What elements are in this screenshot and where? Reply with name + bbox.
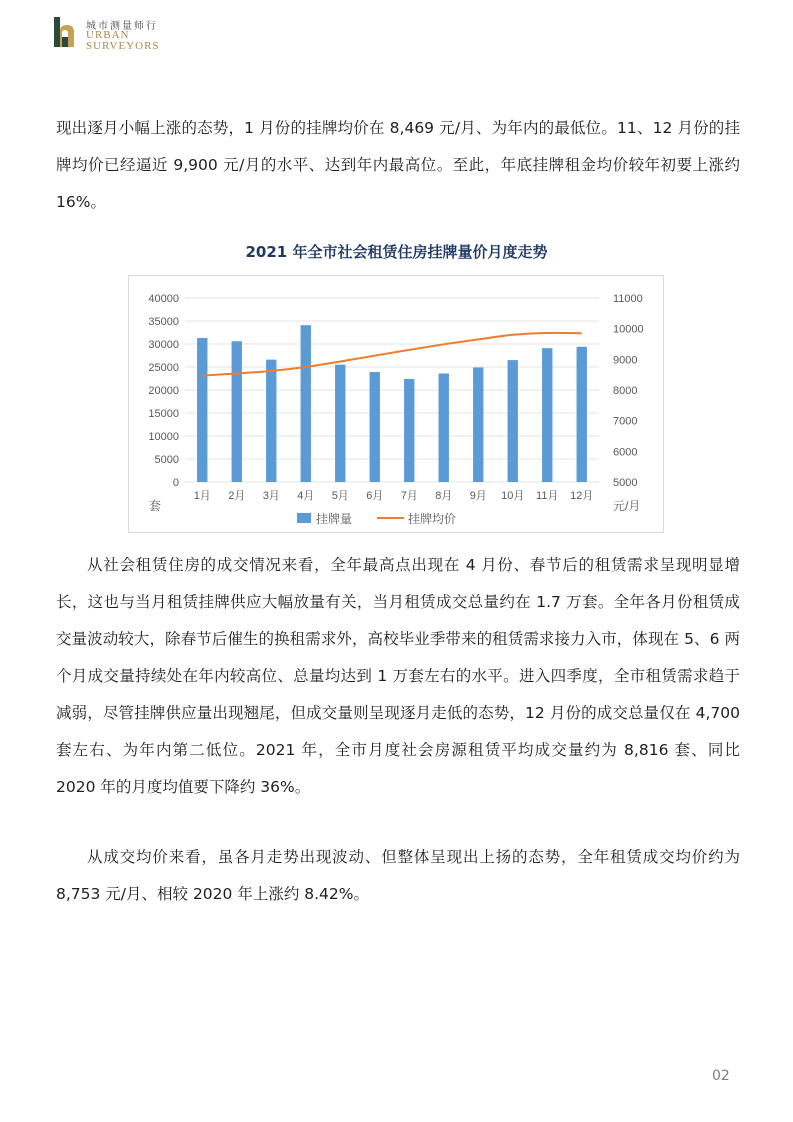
bar-listing-volume <box>577 347 587 482</box>
logo-english-line2: SURVEYORS <box>86 40 160 52</box>
legend-label-listing-price: 挂牌均价 <box>408 512 457 526</box>
logo-chinese-name: 城市测量师行 <box>86 21 158 32</box>
x-tick-label: 2月 <box>228 490 246 502</box>
chart-title: 2021 年全市社会租赁住房挂牌量价月度走势 <box>245 243 548 261</box>
logo-english-line1: URBAN <box>86 29 130 41</box>
y-tick-label: 20000 <box>148 385 179 397</box>
y-tick-label: 10000 <box>148 431 179 443</box>
bar-listing-volume <box>266 360 276 482</box>
y-tick-label: 25000 <box>148 362 179 374</box>
y-tick-label: 0 <box>172 477 179 489</box>
paragraph-transaction-price: 从成交均价来看，虽各月走势出现波动、但整体呈现出上扬的态势，全年租赁成交均价约为 8,753 元/月、相较 2020 年上涨约 8.42%。 <box>56 848 740 903</box>
company-logo <box>54 15 174 51</box>
x-tick-label: 11月 <box>536 490 559 502</box>
legend-label-listing-volume: 挂牌量 <box>316 512 353 526</box>
y-tick-label: 15000 <box>148 408 179 420</box>
y2-tick-label: 7000 <box>613 415 638 428</box>
y2-tick-label: 11000 <box>613 293 643 305</box>
x-tick-label: 7月 <box>400 490 418 502</box>
x-tick-label: 4月 <box>297 490 315 502</box>
page-number: 02 <box>712 1068 730 1084</box>
y2-tick-label: 9000 <box>613 354 638 367</box>
y2-tick-label: 10000 <box>613 323 644 336</box>
y2-axis-unit-label: 元/月 <box>613 499 641 513</box>
x-tick-label: 6月 <box>366 490 384 502</box>
line-listing-price <box>202 333 582 376</box>
y-axis-unit-label: 套 <box>148 499 162 513</box>
bar-listing-volume <box>508 360 518 482</box>
urban-surveyors-logo-icon <box>54 17 76 47</box>
y2-tick-label: 6000 <box>613 446 638 459</box>
y-tick-label: 30000 <box>148 339 179 351</box>
legend-swatch-listing-volume <box>297 513 311 523</box>
bar-listing-volume <box>439 373 449 482</box>
x-tick-label: 1月 <box>193 490 211 502</box>
bar-listing-volume <box>301 325 311 482</box>
bar-listing-volume <box>370 372 380 482</box>
bar-listing-volume <box>335 365 345 482</box>
x-tick-label: 10月 <box>501 490 525 502</box>
y-tick-label: 40000 <box>148 293 179 305</box>
paragraph-listing-price: 现出逐月小幅上涨的态势，1 月份的挂牌均价在 8,469 元/月、为年内的最低位。11、12 月份的挂牌均价已经逼近 9,900 元/月的水平、达到年内最高位。至此，年底挂牌租金均价较年初要上涨约 16%。 <box>56 119 740 211</box>
x-tick-label: 5月 <box>331 490 349 502</box>
y-tick-label: 5000 <box>154 454 179 466</box>
y2-tick-label: 8000 <box>613 385 638 397</box>
bar-listing-volume <box>404 379 414 482</box>
x-tick-label: 12月 <box>570 490 594 502</box>
rental-listing-chart <box>129 276 663 532</box>
paragraph-transaction-volume: 从社会租赁住房的成交情况来看，全年最高点出现在 4 月份、春节后的租赁需求呈现明显增长，这也与当月租赁挂牌供应大幅放量有关，当月租赁成交总量约在 1.7 万套。全年各月份租赁成交量波动较大，除春节后催生的换租需求外，高校毕业季带来的租赁需求接力入市，体现在 5、6 两个月成交量持续处在年内较高位、总量均达到 1 万套左右的水平。进入四季度，全市租赁需求趋于减弱，尽管挂牌供应量出现翘尾，但成交量则呈现逐月走低的态势，12 月份的成交总量仅在 4,700 套左右、为年内第二低位。2021 年，全市月度社会房源租赁平均成交量约为 8,816 套、同比 2020 年的月度均值要下降约 36%。 <box>56 556 740 796</box>
bar-listing-volume <box>473 367 483 482</box>
y-tick-label: 35000 <box>148 316 179 328</box>
x-tick-label: 8月 <box>435 490 453 502</box>
bar-listing-volume <box>542 348 552 482</box>
y2-tick-label: 5000 <box>613 477 638 489</box>
chart-container <box>128 275 664 533</box>
bar-listing-volume <box>197 338 207 482</box>
x-tick-label: 3月 <box>262 490 280 502</box>
bar-listing-volume <box>232 341 242 482</box>
x-tick-label: 9月 <box>469 490 487 502</box>
